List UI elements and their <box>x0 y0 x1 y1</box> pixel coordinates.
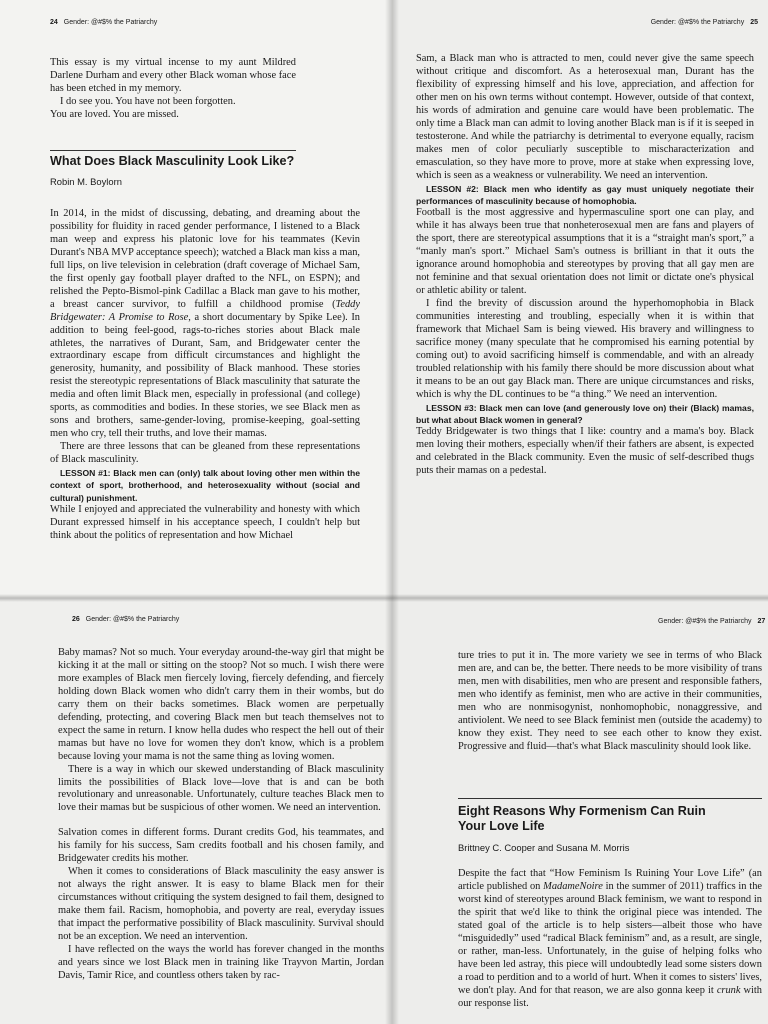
page-number: 26 <box>72 616 80 623</box>
dedication-line: This essay is my virtual incense to my aunt Mildred Darlene Durham and every other Black woman whose face has been etched in my memory. <box>50 57 296 94</box>
essay-authors: Brittney C. Cooper and Susana M. Morris <box>458 842 630 853</box>
lesson-heading: LESSON #2: Black men who identify as gay must uniquely negotiate their performances of masculinity because of homophobia. <box>416 183 754 206</box>
body-text <box>50 208 360 543</box>
lesson-heading: LESSON #1: Black men can (only) talk about loving other men within the context of sport, brotherhood, and heterosexuality without (social and cultural) punishment. <box>50 468 360 503</box>
essay-title: What Does Black Masculinity Look Like? <box>50 154 295 168</box>
page-26 <box>0 598 392 1024</box>
paragraph: ture tries to put it in. The more variety we see in terms of who Black men are, and can be, the better. There needs to be more visibility of trans men, men with disabilities, men who are present and responsible fathers, men who identify as feminist, men who are active in their communities, men who are nonmisogynist, nonhomophobic, nonaggressive, and antiviolent. We need to see Black feminist men (outside the academy) to know they exist. They need to see each other to know they exist. Progressive and fluid—that's what Black masculinity should look like. <box>458 650 762 752</box>
paragraph: Sam, a Black man who is attracted to men, could never give the same speech without critique and discomfort. As a heterosexual man, Durant has the flexibility of expressing himself and his love, appreciation, and affection for other men on his own terms without contempt. However, outside of that context, his words of admiration and genuine care would have been problematic. The only time a Black man can admit to loving another Black man is if it is seeped in testosterone. And while the patriarchy is detrimental to everyone equally, racism makes men of color peculiarly susceptible to mischaracterization and emasculation, so they have more to prove, more at stake when expressing love, which is seen as a weakness or vulnerability. We need an intervention. <box>416 53 754 181</box>
paragraph: When it comes to considerations of Black masculinity the easy answer is not always the right answer. It is easy to blame Black men for their circumstances without critiquing the system designed to fail them, designed to make them fail. Racism, homophobia, and poverty are real, everyday issues that impact the performative possibility of Black masculinity. Survival should not be an exception. We need an intervention. <box>58 866 384 943</box>
running-head-left <box>72 616 179 623</box>
body-text <box>58 647 384 983</box>
running-head-left <box>50 19 157 26</box>
section-divider <box>458 798 762 799</box>
publication-name: MadameNoire <box>543 880 603 892</box>
page-number: 27 <box>757 618 766 625</box>
paragraph: Teddy Bridgewater is two things that I like: country and a mama's boy. Black men loving their mothers, especially when/if their fathers are absent, is expected and celebrated in the Black community. Even the music of self-described thugs puts their mamas on a pedestal. <box>416 426 754 477</box>
page-27 <box>392 598 768 1024</box>
paragraph: I find the brevity of discussion around the hyperhomophobia in Black communities interesting and troubling, especially when it is within that framework that Michael Sam is being viewed. His bravery and willingness to sacrifice money (many speculate that he compromised his earning potential by coming out) to avoid sacrificing himself is commendable, and with an already troubled relationship with his family there should be more discussion about what it means to be an out gay Black man. There are unique circumstances and risks, which is why the DL continues to be “a thing.” We need an intervention. <box>416 298 754 400</box>
running-head-text: Gender: @#$% the Patriarchy <box>85 616 180 623</box>
body-text <box>458 868 762 1010</box>
essay-author: Robin M. Boylorn <box>50 176 122 187</box>
running-head-text: Gender: @#$% the Patriarchy <box>650 19 745 26</box>
essay-title: Eight Reasons Why Formenism Can Ruin Your Love Life <box>458 804 706 833</box>
paragraph: There is a way in which our skewed understanding of Black masculinity limits the possibilities of Black love—love that is and can be both revolutionary and unreasonable. Unfortunately, culture teaches Black men to love their mamas but be suspicious of other women. We need an intervention. <box>58 763 384 814</box>
page-24 <box>0 0 392 598</box>
emphasis-word: crunk <box>716 984 741 996</box>
paragraph: There are three lessons that can be gleaned from these representations of Black masculinity. <box>50 441 360 466</box>
dedication <box>50 57 296 122</box>
page-number: 24 <box>50 19 58 26</box>
film-title: Teddy Bridgewater: A Promise to Rose <box>50 298 360 323</box>
paragraph: Football is the most aggressive and hypermasculine sport one can play, and while it has always been true that nonheterosexual men are fans and players of the sport, there are stereotypical assumptions that it is a “straight man's sport,” a “manly man's sport.” Michael Sam's outness is brilliant in that it outs the ignorance around homophobia and stereotypes by proving that all gay men are not feminine and that sexual orientation does not limit or dictate one's physical or athletic ability or talent. <box>416 207 754 297</box>
dedication-line: You are loved. You are missed. <box>50 108 179 120</box>
paragraph: While I enjoyed and appreciated the vulnerability and honesty with which Durant expressed himself in his acceptance speech, I couldn't help but think about the politics of representation and how Michael <box>50 504 360 542</box>
running-head-text: Gender: @#$% the Patriarchy <box>658 618 752 625</box>
running-head-right <box>651 19 758 26</box>
paragraph: I have reflected on the ways the world has forever changed in the months and years since we lost Black men in training like Trayvon Martin, Jordan Davis, Tamir Rice, and countless others taken by rac- <box>58 943 384 981</box>
body-text <box>416 53 754 478</box>
section-divider <box>50 150 296 151</box>
paragraph: Despite the fact that “How Feminism Is Ruining Your Love Life” (an article published on MadameNoire in the summer of 2011) traffics in the worst kind of stereotypes around Black feminism, we want to respond in the spirit that we'd like to think the original piece was intended. The stated goal of the article is to help sisters—albeit those who have “misguidedly” used “radical Black feminism” and, as a result, are single, or rather, man-less. Unfortunately, in the guise of helping folks who have been led astray, this piece will undoubtedly lead some sisters down a road to perdition and to a world of hurt. When it comes to sisters' lives, we don't play. And for that reason, we are also gonna keep it crunk with our response list. <box>458 868 763 1009</box>
running-head-right <box>658 618 765 625</box>
running-head-text: Gender: @#$% the Patriarchy <box>63 19 158 26</box>
lesson-heading: LESSON #3: Black men can love (and generously love on) their (Black) mamas, but what about Black women in general? <box>416 402 754 426</box>
paragraph: In 2014, in the midst of discussing, debating, and dreaming about the possibility for fluidity in raced gender performance, I listened to a Black man weep and express his platonic love for his teammates (Kevin Durant's NBA MVP acceptance speech); watched a Black man kiss a man, full lips, on live television in celebration (draft coverage of Michael Sam, the first openly gay football player drafted to the NFL, on ESPN); and relished the Pepto-Bismol-pink Cadillac a Black man gave to his mother, a breast cancer survivor, to fulfill a childhood promise (Teddy Bridgewater: A Promise to Rose, a short documentary by Spike Lee). In addition to being feel-good, rags-to-riches stories about Black male athletes, the narratives of Durant, Sam, and Bridgewater center the extraordinary escape from difficult circumstances and highlight the generosity, humanity, and possibility of Black manhood. These stories resist the stereotypic representations of Black masculinity that saturate the media and often limit Black men, especially in professional (and college) sports, as commodities and bodies. In these stories, we see Black men as sons and brothers, same-gender-loving, promise-keeping, goal-setting men who cry, tell their truths, and love their mamas. <box>50 208 360 440</box>
paragraph: Salvation comes in different forms. Durant credits God, his teammates, and his family for his success, Sam credits football and his chosen family, and Bridgewater credits his mother. <box>58 827 384 865</box>
paragraph: Baby mamas? Not so much. Your everyday around-the-way girl that might be kicking it at the mall or sitting on the stoop? Not so much. I wish there were more examples of Black men fiercely loving, fiercely defending, and fiercely holding down Black women who didn't carry them in their wombs, but do carry them on their backs sometimes. Black women are perpetually defending, protecting, and covering Black men but teach themselves not to expect the same in return. I know hella dudes who respect the hell out of their mamas but have no love for women they don't know, which is a problem because loving your mama is not the same thing as loving women. <box>58 647 384 762</box>
book-gutter <box>385 0 399 1024</box>
dedication-line: I do see you. You have not been forgotten. <box>60 95 236 107</box>
body-text <box>458 650 762 754</box>
scan-seam <box>0 594 768 602</box>
page-number: 25 <box>750 19 758 26</box>
page-25 <box>392 0 768 598</box>
